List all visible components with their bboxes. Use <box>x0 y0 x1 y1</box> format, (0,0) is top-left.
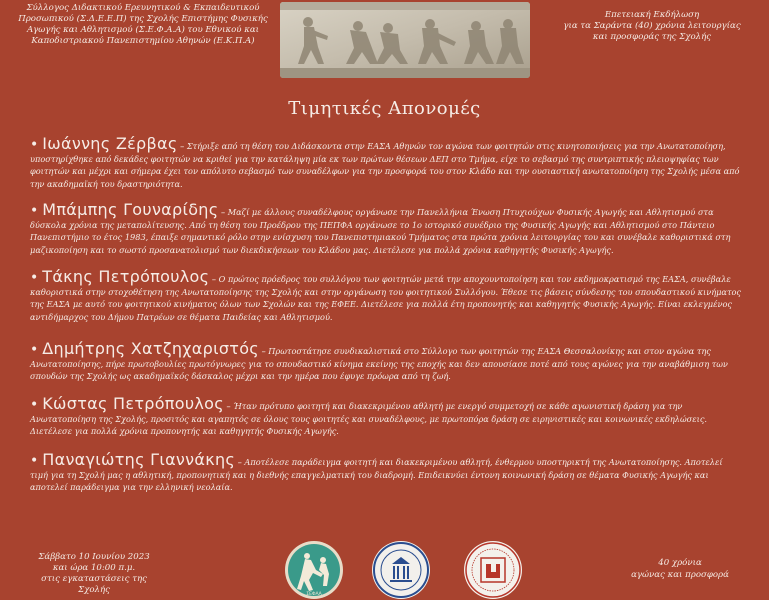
anniversary-block <box>630 557 730 581</box>
organizer-line: Σύλλογος Διδακτικού Ερευνητικού & Εκπαιδευτικού <box>26 3 260 13</box>
bullet-icon: • <box>30 270 39 286</box>
association-emblem-logo <box>462 540 524 600</box>
event-line: για τα Σαράντα (40) χρόνια λειτουργίας <box>563 21 741 31</box>
honoree-description: – Ο πρώτος πρόεδρος του συλλόγου των φοιτητών μετά την αποχουντοποίηση και τον εκδημοκρατισμό της ΕΑΣΑ, συνέβαλε καθοριστικά στην στοχοθέτηση της Ανωτατοποίησης της Σχολής και στην οργάνωση του φοιτητικού Συλλόγου. Έθεσε τις βάσεις σύνδεσης του σπουδαστικού κινήματος της ΕΑΣΑ με αυτό του φοιτητικού κινήματος όλων των Σχολών και της ΕΦΕΕ. Διετέλεσε για πολλά έτη προπονητής και καθηγητής Φυσικής Αγωγής. Είναι εκλεγμένος αντιδήμαρχος του Δήμου Πατρέων σε θέματα Παιδείας και Αθλητισμού. <box>30 274 742 322</box>
logo-label: ΣΕΦΑΑ <box>306 592 322 597</box>
bullet-icon: • <box>30 137 39 153</box>
honoree-description: – Στήριξε από τη θέση του Διδάσκοντα στην ΕΑΣΑ Αθηνών τον αγώνα των φοιτητών στις κινητοποιήσεις για την Ανωτατοποίηση, υποστηρίχθηκε από δεκάδες φοιτητών να κριθεί για την κατάληψη μία εκ των πρώτων θέσεων ΔΕΠ στο Τμήμα, είχε το σεβασμό της συντριπτικής πλειοψηφίας των φοιτητών και μέχρι και σήμερα έχει τον απόλυτο σεβασμό των συναδέλφων για την προσφορά του στον Κλάδο και την ουσιαστική ανωτατοποίηση της Σχολής μέσα από την ακαδημαϊκή του δραστηριότητα. <box>30 141 740 189</box>
honoree-entry <box>30 200 742 256</box>
honoree-description: – Ήταν πρότυπο φοιτητή και διακεκριμένου αθλητή με ενεργό συμμετοχή σε κάθε αγωνιστική δράση για την Ανωτατοποίηση της Σχολής, προσιτός και αγαπητός σε όλους τους φοιτητές και συναδέλφους, με πρωτοπόρα δράση σε ειρηνιστικές και κοινωνικές εκδηλώσεις. Διετέλεσε για πολλά χρόνια προπονητής και καθηγητής Φυσικής Αγωγής. <box>30 401 708 437</box>
bullet-icon: • <box>30 342 39 358</box>
sefaa-logo <box>283 540 345 600</box>
bullet-icon: • <box>30 203 39 219</box>
honoree-description: – Αποτέλεσε παράδειγμα φοιτητή και διακεκριμένου αθλητή, ένθερμου υποστηρικτή της Ανωτατοποίησης. Αποτελεί τιμή για τη Σχολή μας η αθλητική, προπονητική και η διεθνής επαγγελματική του διαδρομή. Επιδεικνύει έντονη κοινωνική δράση σε θέματα Φυσικής Αγωγής και αποτελεί παράδειγμα για την ελληνική νεολαία. <box>30 457 723 493</box>
honoree-entry <box>30 134 742 190</box>
university-seal-logo <box>370 540 432 600</box>
honoree-entry <box>30 394 742 438</box>
honoree-entry <box>30 450 742 494</box>
ancient-wrestlers-relief-image <box>280 2 530 78</box>
organizer-line: Καποδιστριακού Πανεπιστημίου Αθηνών (Ε.Κ.Π.Α) <box>31 36 255 46</box>
honoree-name: Μπάμπης Γουναρίδης <box>42 200 219 219</box>
page-title: Τιμητικές Απονομές <box>288 98 481 119</box>
event-date-block <box>24 552 164 596</box>
anniversary-line: 40 χρόνια <box>658 558 702 568</box>
organizer-line: Αγωγής και Αθλητισμού (Σ.Ε.Φ.Α.Α) του Εθνικού και <box>26 25 260 35</box>
event-header <box>542 10 762 43</box>
bullet-icon: • <box>30 453 39 469</box>
honoree-entry <box>30 267 742 323</box>
time-line: και ώρα 10:00 π.μ. <box>52 563 136 573</box>
honoree-name: Τάκης Πετρόπουλος <box>42 267 210 286</box>
honoree-name: Κώστας Πετρόπουλος <box>42 394 224 413</box>
venue-line: στις εγκαταστάσεις της Σχολής <box>41 574 147 595</box>
anniversary-line: αγώνας και προσφορά <box>631 570 729 580</box>
honoree-name: Ιωάννης Ζέρβας <box>42 134 178 153</box>
organizer-header <box>18 3 268 47</box>
honoree-name: Παναγιώτης Γιαννάκης <box>42 450 236 469</box>
honoree-name: Δημήτρης Χατζηχαριστός <box>42 339 259 358</box>
event-line: και προσφοράς της Σχολής <box>592 32 712 42</box>
organizer-line: Προσωπικού (Σ.Δ.Ε.Ε.Π) της Σχολής Επιστήμης Φυσικής <box>18 14 268 24</box>
bullet-icon: • <box>30 397 39 413</box>
event-line: Επετειακή Εκδήλωση <box>604 10 700 20</box>
honoree-entry <box>30 339 742 383</box>
date-line: Σάββατο 10 Ιουνίου 2023 <box>38 552 150 562</box>
honoree-description: – Μαζί με άλλους συναδέλφους οργάνωσε την Πανελλήνια Ένωση Πτυχιούχων Φυσικής Αγωγής και Αθλητισμού στα δύσκολα χρόνια της μεταπολίτευσης. Από τη θέση του Προέδρου της ΠΕΠΦΑ οργάνωσε το 1ο ιστορικό συνέδριο της Φυσικής Αγωγής και Αθλητισμού στο Πάντειο Πανεπιστήμιο το έτος 1983, έπαιξε σημαντικό ρόλο στην ενίσχυση του Πανεπιστημιακού Τμήματος στα πρώτα χρόνια λειτουργίας του και συνέβαλε καθοριστικά στη μαζικοποίηση και το σωστό προσανατολισμό των διεκδικήσεων του Κλάδου μας. Διετέλεσε για πολλά χρόνια καθηγητής Φυσικής Αγωγής. <box>30 207 731 255</box>
honoree-description: – Πρωτοστάτησε συνδικαλιστικά στο Σύλλογο των φοιτητών της ΕΑΣΑ Θεσσαλονίκης και στον αγώνα της Ανωτατοποίησης, πήρε πρωτοβουλίες πρωτόγνωρες για το σπουδαστικό κίνημα εκείνης της εποχής και δεν απουσίασε ποτέ από τους αγώνες για την αναβάθμιση των σπουδών της Σχολής ως ακαδημαϊκός δάσκαλος μέχρι και την ημέρα που έφυγε πρόωρα από τη ζωή. <box>30 346 728 382</box>
